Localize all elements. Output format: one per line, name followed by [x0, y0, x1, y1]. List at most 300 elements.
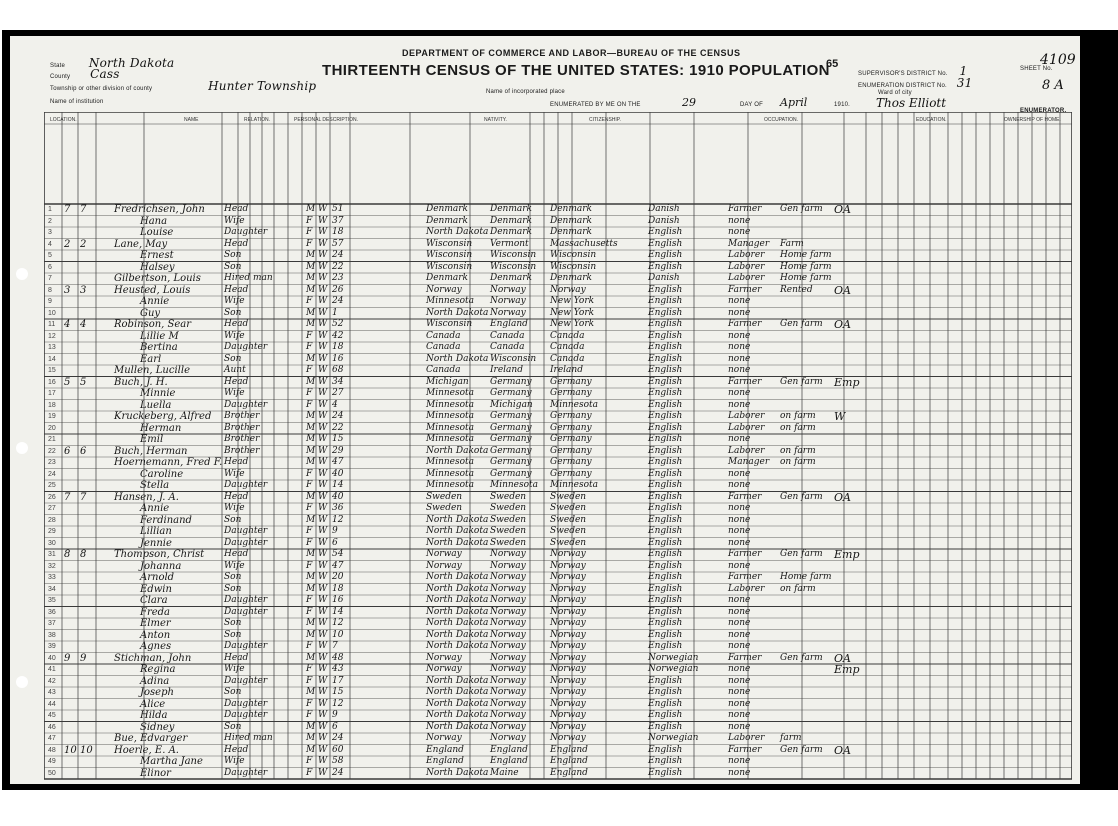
industry: Gen farm [780, 204, 823, 214]
sex: F [306, 756, 313, 766]
father-birthplace: Norway [490, 572, 526, 582]
dwelling-number: 6 [64, 445, 71, 457]
occupation: none [728, 698, 751, 709]
race: W [318, 215, 328, 226]
race: W [318, 675, 328, 686]
relation: Daughter [224, 537, 268, 548]
line-number: 16 [48, 378, 56, 386]
person-name: Caroline [140, 468, 184, 480]
father-birthplace: Germany [490, 411, 532, 421]
mother-birthplace: Sweden [550, 514, 587, 525]
occupation: Manager [728, 238, 770, 249]
family-number: 8 [80, 549, 87, 560]
language: English [648, 445, 683, 456]
sex: F [306, 526, 313, 536]
age: 1 [332, 307, 338, 318]
age: 36 [332, 503, 344, 513]
mother-birthplace: Norway [550, 664, 586, 674]
line-number: 8 [48, 286, 52, 294]
race: W [318, 503, 328, 513]
occupation: none [728, 399, 751, 410]
mother-birthplace: England [550, 744, 588, 755]
person-name: Edwin [140, 583, 172, 595]
father-birthplace: Minnesota [490, 480, 539, 490]
race: W [318, 560, 328, 571]
age: 57 [332, 238, 344, 249]
industry: on farm [780, 583, 816, 594]
person-name: Hansen, J. A. [114, 491, 179, 503]
father-birthplace: Norway [490, 733, 526, 743]
race: W [318, 330, 328, 341]
line-number: 3 [48, 229, 52, 236]
line-number: 44 [48, 700, 56, 708]
sex: F [306, 698, 313, 709]
relation: Wife [224, 756, 245, 766]
birthplace: Minnesota [426, 388, 475, 398]
supervisor-label: SUPERVISOR'S DISTRICT No. 1 [858, 64, 968, 78]
line-number: 21 [48, 436, 56, 443]
occupation: none [728, 468, 751, 479]
person-name: Lillian [140, 526, 172, 537]
enum-month: April [780, 96, 808, 109]
birthplace: Wisconsin [426, 238, 473, 249]
birthplace: Denmark [426, 204, 468, 214]
person-name: Joseph [140, 687, 174, 698]
age: 24 [332, 250, 344, 260]
sex: M [306, 721, 316, 732]
person-name: Stella [140, 480, 170, 491]
occupation: Farmer [728, 652, 762, 663]
race: W [318, 204, 328, 214]
age: 12 [332, 618, 344, 628]
sex: F [306, 537, 313, 548]
sex: M [306, 652, 316, 663]
race: W [318, 261, 328, 272]
language: English [648, 227, 683, 237]
occupation: Laborer [728, 273, 765, 283]
line-number: 20 [48, 424, 56, 432]
mother-birthplace: Germany [550, 411, 592, 421]
birthplace: Norway [426, 549, 462, 559]
person-name: Guy [140, 307, 161, 319]
occupation: none [728, 526, 751, 536]
birthplace: North Dakota [426, 675, 489, 686]
father-birthplace: Germany [490, 388, 532, 398]
birthplace: Sweden [426, 491, 463, 502]
relation: Son [224, 261, 242, 272]
department-heading: DEPARTMENT OF COMMERCE AND LABOR—BUREAU OF THE CENSUS [402, 48, 741, 58]
language: English [648, 595, 683, 605]
birthplace: Minnesota [426, 296, 475, 306]
age: 47 [332, 457, 344, 467]
punch-hole [16, 268, 28, 280]
language: English [648, 365, 683, 375]
person-name: Lillie M [140, 330, 179, 342]
mother-birthplace: Minnesota [550, 399, 599, 410]
mother-birthplace: Sweden [550, 491, 587, 502]
age: 24 [332, 767, 344, 778]
line-number: 11 [48, 321, 56, 328]
occupation: none [728, 480, 751, 490]
occupation: none [728, 664, 751, 674]
birthplace: North Dakota [426, 583, 489, 594]
language: English [648, 296, 683, 306]
mother-birthplace: Norway [550, 687, 586, 697]
line-number: 14 [48, 355, 56, 363]
birthplace: Wisconsin [426, 261, 473, 272]
race: W [318, 457, 328, 467]
birthplace: Norway [426, 733, 462, 743]
mother-birthplace: Norway [550, 641, 586, 651]
father-birthplace: Norway [490, 687, 526, 697]
relation: Wife [224, 503, 245, 513]
language: English [648, 399, 683, 410]
occupation: none [728, 434, 751, 444]
county-value: Cass [90, 67, 120, 81]
relation: Wife [224, 468, 245, 479]
occupation: none [728, 756, 751, 766]
mother-birthplace: Wisconsin [550, 261, 597, 272]
race: W [318, 595, 328, 605]
mother-birthplace: Norway [550, 733, 586, 743]
race: W [318, 618, 328, 628]
mother-birthplace: Germany [550, 388, 592, 398]
age: 15 [332, 434, 344, 444]
relation: Head [224, 491, 249, 502]
person-name: Ferdinand [140, 514, 192, 526]
person-name: Louise [140, 227, 174, 238]
age: 24 [332, 733, 344, 743]
supervisor-value: 1 [959, 64, 968, 78]
age: 26 [332, 284, 344, 295]
sex: F [306, 560, 313, 571]
race: W [318, 411, 328, 421]
age: 10 [332, 629, 344, 640]
birthplace: North Dakota [426, 629, 489, 640]
enum-day: 29 [682, 96, 696, 109]
employer-status: OA [834, 490, 851, 504]
father-birthplace: Germany [490, 376, 532, 387]
sheet-side: 8 A [1042, 78, 1064, 93]
relation: Brother [224, 411, 260, 421]
race: W [318, 710, 328, 720]
mother-birthplace: Norway [550, 572, 586, 582]
enum-district-label: ENUMERATION DISTRICT No. 31 [858, 76, 973, 90]
sex: M [306, 422, 316, 433]
mother-birthplace: Denmark [550, 204, 592, 214]
age: 12 [332, 514, 344, 525]
census-paper [10, 36, 1080, 784]
birthplace: North Dakota [426, 537, 489, 548]
occupation: Farmer [728, 744, 762, 755]
relation: Wife [224, 296, 245, 306]
line-number: 29 [48, 528, 56, 535]
occupation: Farmer [728, 284, 762, 295]
father-birthplace: Norway [490, 296, 526, 306]
language: English [648, 629, 683, 640]
mother-birthplace: Sweden [550, 526, 587, 536]
occupation: none [728, 629, 751, 640]
relation: Hired man [224, 733, 273, 743]
column-heading: PERSONAL DESCRIPTION. [294, 117, 358, 123]
birthplace: Norway [426, 664, 462, 674]
line-number: 7 [48, 275, 52, 282]
language: English [648, 721, 683, 732]
relation: Head [224, 652, 249, 663]
sex: M [306, 514, 316, 525]
person-name: Freda [140, 606, 170, 618]
occupation: none [728, 675, 751, 686]
father-birthplace: Norway [490, 664, 526, 674]
mother-birthplace: England [550, 756, 588, 766]
line-number: 48 [48, 746, 56, 754]
punch-hole [16, 442, 28, 454]
language: English [648, 537, 683, 548]
father-birthplace: Michigan [490, 399, 533, 410]
industry: Farm [780, 238, 804, 249]
person-name: Ernest [140, 250, 174, 261]
sex: F [306, 480, 313, 490]
relation: Hired man [224, 273, 273, 283]
state-value: North Dakota [88, 56, 175, 70]
mother-birthplace: Denmark [550, 215, 592, 226]
state-label: State North Dakota [50, 56, 175, 70]
age: 12 [332, 698, 344, 709]
person-name: Elinor [140, 767, 171, 779]
sex: M [306, 376, 316, 387]
birthplace: Minnesota [426, 468, 475, 479]
sex: M [306, 491, 316, 502]
race: W [318, 422, 328, 433]
language: English [648, 411, 683, 421]
language: English [648, 549, 683, 559]
mother-birthplace: Norway [550, 595, 586, 605]
age: 4 [332, 399, 338, 410]
occupation: none [728, 687, 751, 697]
birthplace: Minnesota [426, 399, 475, 410]
race: W [318, 491, 328, 502]
industry: on farm [780, 457, 816, 467]
language: English [648, 261, 683, 272]
person-name: Adina [140, 675, 170, 687]
language: English [648, 744, 683, 755]
employer-status: Emp [834, 663, 860, 676]
occupation: Farmer [728, 491, 762, 502]
father-birthplace: Sweden [490, 503, 527, 513]
occupation: Laborer [728, 261, 765, 272]
mother-birthplace: Norway [550, 583, 586, 594]
sex: M [306, 434, 316, 444]
race: W [318, 767, 328, 778]
industry: Home farm [780, 572, 832, 582]
occupation: Farmer [728, 549, 762, 559]
occupation: none [728, 606, 751, 617]
occupation: none [728, 514, 751, 525]
occupation: none [728, 721, 751, 732]
language: English [648, 675, 683, 686]
occupation: none [728, 641, 751, 651]
census-title: THIRTEENTH CENSUS OF THE UNITED STATES: 1910 POPULATION [322, 62, 830, 79]
relation: Brother [224, 422, 260, 433]
relation: Daughter [224, 480, 268, 490]
birthplace: Canada [426, 342, 461, 352]
age: 68 [332, 365, 344, 375]
birthplace: North Dakota [426, 710, 489, 720]
line-number: 6 [48, 263, 52, 271]
father-birthplace: Vermont [490, 238, 529, 249]
line-number: 25 [48, 482, 56, 489]
age: 22 [332, 261, 344, 272]
birthplace: North Dakota [426, 353, 489, 364]
birthplace: North Dakota [426, 572, 489, 582]
language: Norwegian [648, 664, 699, 674]
relation: Wife [224, 664, 245, 674]
father-birthplace: Canada [490, 342, 525, 352]
occupation: none [728, 227, 751, 237]
mother-birthplace: Norway [550, 710, 586, 720]
occupation: none [728, 503, 751, 513]
person-name: Bertina [140, 342, 178, 353]
person-name: Heusted, Louis [114, 284, 191, 296]
column-heading: NATIVITY. [484, 117, 507, 123]
relation: Head [224, 204, 249, 214]
age: 24 [332, 296, 344, 306]
line-number: 47 [48, 735, 56, 742]
age: 47 [332, 560, 344, 571]
race: W [318, 664, 328, 674]
mother-birthplace: Norway [550, 618, 586, 628]
age: 40 [332, 468, 344, 479]
sex: F [306, 606, 313, 617]
language: English [648, 618, 683, 628]
mother-birthplace: Canada [550, 342, 585, 352]
punch-hole [16, 676, 28, 688]
father-birthplace: England [490, 756, 528, 766]
employer-status: W [834, 410, 846, 423]
occupation: Laborer [728, 583, 765, 594]
mother-birthplace: Germany [550, 434, 592, 444]
relation: Aunt [224, 365, 246, 375]
family-number: 10 [80, 744, 93, 756]
relation: Son [224, 353, 242, 364]
enum-district-value: 31 [956, 76, 973, 90]
sex: M [306, 733, 316, 743]
person-name: Hoernemann, Fred F. [114, 457, 223, 468]
birthplace: North Dakota [426, 526, 489, 536]
language: English [648, 307, 683, 318]
age: 17 [332, 675, 344, 686]
age: 7 [332, 641, 338, 651]
occupation: Manager [728, 457, 770, 467]
language: Danish [648, 215, 680, 226]
race: W [318, 353, 328, 364]
language: English [648, 238, 683, 249]
enumerated-by-label: ENUMERATED BY ME ON THE [550, 102, 641, 108]
occupation: Laborer [728, 422, 765, 433]
sex: M [306, 572, 316, 582]
sheet-number: 4109 [1040, 52, 1076, 68]
age: 9 [332, 526, 338, 536]
occupation: none [728, 767, 751, 778]
relation: Wife [224, 388, 245, 398]
father-birthplace: Norway [490, 583, 526, 594]
mother-birthplace: Germany [550, 445, 592, 456]
father-birthplace: Wisconsin [490, 250, 537, 260]
occupation: Laborer [728, 250, 765, 260]
race: W [318, 641, 328, 651]
father-birthplace: Germany [490, 457, 532, 467]
relation: Daughter [224, 526, 268, 536]
person-name: Arnold [140, 572, 175, 583]
person-name: Luella [140, 399, 172, 411]
dwelling-number: 10 [64, 744, 77, 756]
relation: Daughter [224, 399, 268, 410]
birthplace: Canada [426, 365, 461, 375]
sex: F [306, 675, 313, 686]
relation: Head [224, 319, 249, 329]
county-label: County Cass [50, 67, 120, 81]
father-birthplace: Germany [490, 445, 532, 456]
person-name: Kruckeberg, Alfred [114, 411, 212, 422]
race: W [318, 342, 328, 352]
person-name: Regina [140, 664, 176, 675]
language: English [648, 710, 683, 720]
day-of-label: DAY OF [740, 102, 763, 108]
industry: Gen farm [780, 319, 823, 329]
father-birthplace: Norway [490, 307, 526, 318]
occupation: none [728, 215, 751, 226]
occupation: none [728, 342, 751, 352]
age: 14 [332, 480, 344, 490]
relation: Daughter [224, 675, 268, 686]
birthplace: Wisconsin [426, 250, 473, 260]
race: W [318, 744, 328, 755]
line-number: 17 [48, 390, 56, 397]
person-name: Hoerle, E. A. [114, 744, 179, 756]
language: Danish [648, 273, 680, 283]
line-number: 42 [48, 677, 56, 685]
relation: Brother [224, 445, 260, 456]
birthplace: North Dakota [426, 641, 489, 651]
sex: M [306, 204, 316, 214]
race: W [318, 721, 328, 732]
relation: Daughter [224, 227, 268, 237]
institution-label: Name of institution [50, 99, 104, 105]
family-number: 2 [80, 238, 87, 250]
relation: Brother [224, 434, 260, 444]
language: Danish [648, 204, 680, 214]
line-number: 43 [48, 689, 56, 696]
father-birthplace: Norway [490, 595, 526, 605]
line-number: 4 [48, 240, 52, 248]
father-birthplace: Denmark [490, 273, 532, 283]
sex: F [306, 238, 313, 249]
father-birthplace: Norway [490, 549, 526, 559]
line-number: 30 [48, 539, 56, 547]
race: W [318, 572, 328, 582]
race: W [318, 480, 328, 490]
sex: F [306, 595, 313, 605]
age: 18 [332, 227, 344, 237]
employer-status: OA [834, 743, 851, 757]
language: English [648, 503, 683, 513]
occupation: none [728, 388, 751, 398]
sex: F [306, 399, 313, 410]
column-heading: RELATION. [244, 117, 271, 123]
line-number: 26 [48, 493, 56, 501]
mother-birthplace: Norway [550, 284, 586, 295]
sex: M [306, 687, 316, 697]
